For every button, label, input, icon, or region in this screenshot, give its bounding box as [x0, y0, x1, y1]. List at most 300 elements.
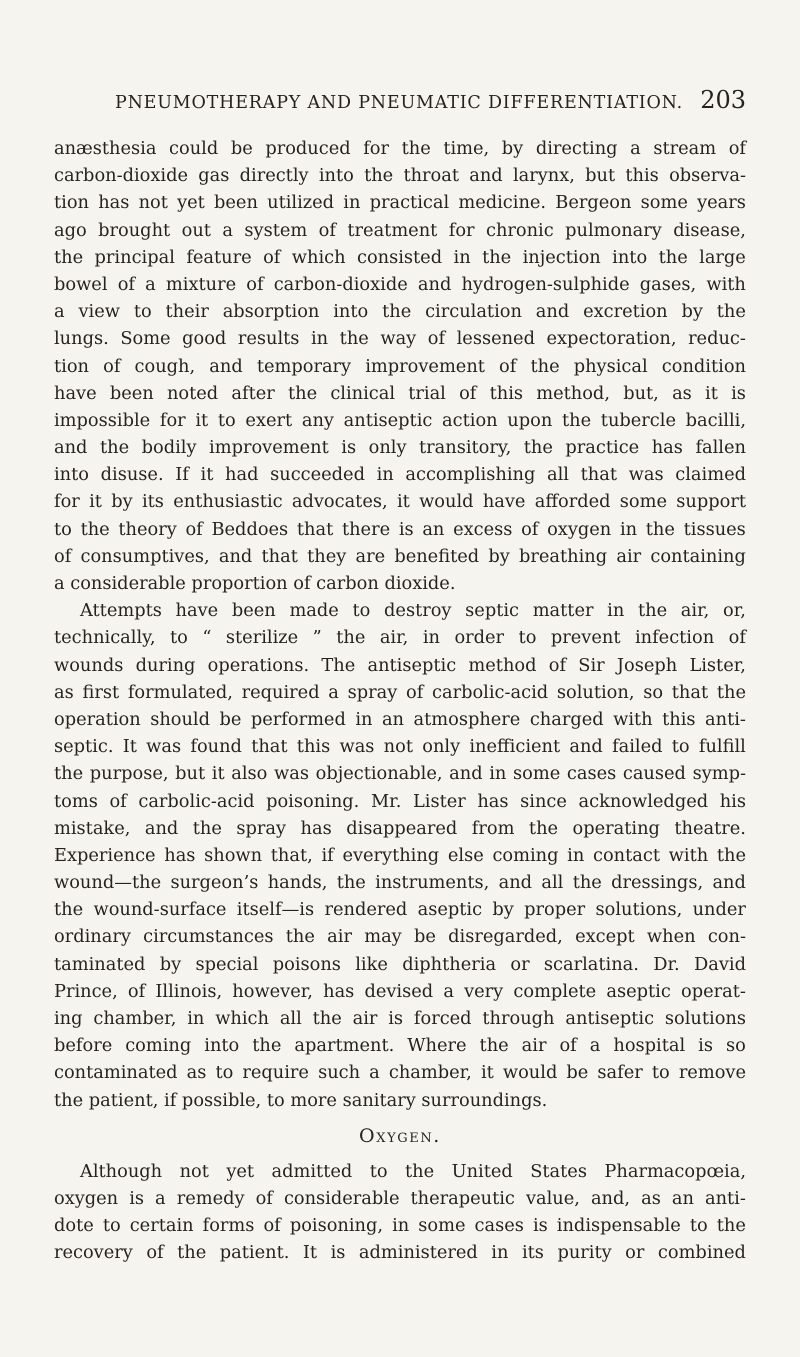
word: their	[165, 301, 209, 323]
word: “	[202, 627, 212, 649]
word: into	[333, 301, 369, 323]
word: circumstances	[143, 926, 274, 948]
word: operating	[572, 817, 660, 839]
text-line	[54, 652, 746, 679]
word: injection	[522, 246, 601, 268]
word: that	[580, 464, 618, 486]
text-line	[54, 461, 746, 488]
word: improvement	[365, 355, 485, 377]
word: that,	[270, 844, 313, 866]
word: in	[376, 464, 394, 486]
word: has	[98, 192, 130, 214]
word: acknowledged	[578, 790, 709, 812]
word: the	[287, 382, 318, 404]
word: there	[341, 518, 391, 540]
word: have	[482, 491, 526, 513]
word: directing	[535, 138, 618, 159]
word: found	[190, 736, 242, 758]
word: special	[195, 953, 259, 975]
text-line	[54, 298, 746, 325]
word: the	[637, 600, 668, 622]
word: tissues	[683, 518, 746, 540]
word: the	[530, 355, 560, 377]
text-line	[54, 162, 746, 189]
word: safer	[597, 1062, 643, 1084]
word: and	[144, 817, 179, 839]
word: Lister,	[689, 654, 746, 676]
word: itself—is	[236, 899, 315, 921]
word: shown	[204, 844, 263, 866]
word: succeeded	[270, 464, 365, 486]
word: disregarded,	[448, 926, 563, 948]
word: devised	[364, 980, 434, 1002]
word: to	[169, 627, 188, 649]
word: proper	[524, 899, 586, 921]
word: disappeared	[346, 817, 458, 839]
word: solution,	[556, 681, 635, 703]
word: a	[589, 1035, 601, 1057]
word: may	[364, 926, 402, 948]
word: of	[459, 382, 477, 404]
word: infection	[634, 627, 715, 649]
word: an	[671, 1187, 694, 1209]
word: to	[651, 1062, 670, 1084]
word: has	[651, 437, 683, 459]
word: has	[300, 817, 332, 839]
word: mistake,	[54, 817, 131, 839]
word: failed	[612, 736, 663, 758]
word: consumptives,	[80, 545, 210, 567]
word: destroy	[384, 600, 452, 622]
word: medicine.	[458, 192, 547, 214]
word: it	[195, 409, 209, 431]
word: forms	[202, 1215, 255, 1237]
word: principal	[94, 246, 175, 268]
word: but	[175, 763, 206, 785]
word: of	[548, 654, 567, 676]
word: as	[54, 681, 74, 703]
word: of	[263, 246, 281, 268]
word: under	[692, 899, 746, 921]
word: of	[263, 1215, 281, 1237]
word: trial	[408, 382, 446, 404]
word: only	[368, 437, 407, 459]
page-number: 203	[700, 86, 746, 114]
word: yet	[177, 192, 205, 214]
word: technically,	[54, 627, 156, 649]
word: it	[89, 491, 102, 513]
word: caused	[622, 763, 686, 785]
running-head-title: PNEUMOTHERAPY AND PNEUMATIC DIFFERENTIATION.	[115, 93, 684, 113]
word: in	[619, 518, 638, 540]
word: for	[363, 138, 389, 159]
word: in	[355, 708, 373, 730]
word: coming	[125, 1035, 192, 1057]
word: transitory,	[419, 437, 512, 459]
word: contaminated	[54, 1062, 178, 1084]
word: air	[327, 926, 352, 948]
word: carbolic-acid	[138, 790, 255, 812]
word: air	[616, 545, 642, 567]
word: It	[122, 736, 137, 758]
word: in	[453, 246, 471, 268]
word: a	[54, 301, 65, 323]
text-line	[54, 815, 746, 842]
word: Pharmacopœia,	[604, 1160, 746, 1182]
word: been	[214, 192, 258, 214]
word: air,	[680, 600, 710, 622]
word: in	[567, 844, 585, 866]
text-line	[54, 869, 746, 896]
text-line	[54, 978, 746, 1005]
word: breathing	[519, 545, 608, 567]
word: pulmonary	[565, 219, 662, 241]
word: be	[414, 926, 436, 948]
word: which	[215, 1008, 269, 1029]
word: and	[535, 301, 570, 323]
word: that	[671, 681, 709, 703]
text-line	[54, 135, 746, 162]
word: wounds	[54, 654, 124, 676]
word: of	[427, 328, 446, 350]
word: inefficient	[469, 736, 561, 758]
word: is	[698, 1035, 713, 1057]
word: consisted	[356, 246, 443, 268]
word: as	[672, 382, 692, 404]
word: by	[111, 491, 133, 513]
word: in	[392, 1215, 410, 1237]
word: required	[241, 681, 320, 703]
word: accomplishing	[405, 464, 536, 486]
text-line	[54, 380, 746, 407]
word: the	[54, 763, 84, 785]
word: for	[54, 491, 80, 513]
word: instruments,	[375, 872, 490, 894]
word: Sir	[578, 654, 605, 676]
word: septic.	[54, 736, 114, 758]
word: but	[585, 165, 616, 187]
word: order	[454, 627, 505, 649]
word: the	[716, 1215, 746, 1237]
word: containing	[650, 545, 746, 567]
word: Joseph	[616, 654, 678, 676]
word: however,	[232, 980, 313, 1002]
word: by	[501, 138, 524, 159]
word: symp-	[692, 763, 746, 785]
word: not	[179, 1160, 209, 1182]
text-line	[54, 1032, 746, 1059]
word: matter	[532, 600, 594, 622]
word: septic	[465, 600, 519, 622]
word: and	[712, 872, 746, 894]
word: prevent	[550, 627, 621, 649]
word: by	[488, 545, 510, 567]
word: the	[285, 926, 315, 948]
word: such	[318, 1062, 361, 1084]
word: has	[164, 844, 196, 866]
word: was	[628, 464, 664, 486]
text-line	[54, 271, 746, 298]
word: a	[155, 1187, 166, 1209]
word: the	[336, 627, 366, 649]
word: of	[127, 980, 146, 1002]
word: all	[279, 1008, 302, 1029]
word: Some	[120, 328, 171, 350]
word: to	[215, 1062, 234, 1084]
word: is	[129, 1187, 144, 1209]
word: antiseptic	[565, 1008, 655, 1029]
word: some	[619, 491, 667, 513]
word: to	[518, 627, 537, 649]
word: If	[175, 464, 189, 486]
word: the	[401, 138, 431, 159]
word: and	[469, 165, 503, 187]
word: action	[442, 409, 498, 431]
word: patient.	[219, 1242, 290, 1264]
word: disuse.	[100, 464, 164, 486]
word: with	[706, 273, 746, 295]
word: was	[274, 763, 309, 785]
text-line	[54, 1212, 746, 1239]
word: and	[209, 355, 243, 377]
word: cases	[566, 763, 617, 785]
word: is	[330, 1242, 346, 1264]
word: an	[422, 518, 445, 540]
text-line	[54, 543, 746, 570]
word: the	[336, 872, 366, 894]
word: so	[725, 1035, 746, 1057]
word: condition	[661, 355, 746, 377]
word: lungs.	[54, 328, 109, 350]
word: noted	[166, 382, 219, 404]
word: purity	[557, 1242, 612, 1264]
word: Prince,	[54, 980, 118, 1002]
word: performed	[250, 708, 346, 730]
word: for	[159, 409, 186, 431]
word: have	[54, 382, 97, 404]
word: poisoning,	[289, 1215, 384, 1237]
word: it	[396, 491, 410, 513]
word: the	[252, 1035, 282, 1057]
word: considerable	[283, 1187, 400, 1209]
word: scarlatina.	[543, 953, 639, 975]
word: is	[731, 382, 746, 404]
word: treatment	[347, 219, 438, 241]
word: Beddoes	[211, 518, 289, 540]
word: be	[219, 708, 242, 730]
word: practical	[369, 192, 450, 214]
word: would	[419, 491, 474, 513]
word: require	[242, 1062, 309, 1084]
word: tion	[54, 355, 89, 377]
word: first	[82, 681, 120, 703]
word: the	[312, 1008, 342, 1029]
word: to	[671, 736, 690, 758]
text-line	[54, 842, 746, 869]
word: feature	[186, 246, 252, 268]
word: surgeon’s	[170, 872, 259, 894]
word: anæsthesia	[54, 138, 157, 159]
word: con-	[707, 926, 746, 948]
word: the	[99, 437, 130, 459]
word: Although	[80, 1160, 163, 1182]
word: chamber,	[93, 1008, 177, 1029]
word: taminated	[54, 953, 146, 975]
word: the	[645, 518, 675, 540]
word: way	[380, 328, 417, 350]
word: the	[716, 301, 746, 323]
text-line	[54, 706, 746, 733]
word: the	[364, 165, 394, 187]
text-line	[54, 597, 746, 624]
word: carbon-dioxide	[54, 165, 189, 187]
word: of	[728, 627, 746, 649]
text-line	[54, 488, 746, 515]
word: impossible	[54, 409, 151, 431]
word: ing	[54, 1008, 83, 1029]
word: anti-	[704, 1187, 746, 1209]
text-line	[54, 325, 746, 352]
text-line	[54, 189, 746, 216]
word: system	[244, 219, 308, 241]
word: of	[246, 273, 264, 295]
text-line	[54, 760, 746, 787]
word: could	[169, 138, 219, 159]
word: that	[296, 518, 334, 540]
word: dote	[54, 1215, 94, 1237]
word: to	[689, 1215, 708, 1237]
word: as	[641, 1187, 661, 1209]
word: apartment.	[294, 1035, 395, 1057]
word: when	[646, 926, 696, 948]
word: and,	[590, 1187, 631, 1209]
word: afforded	[534, 491, 611, 513]
word: very	[464, 980, 504, 1002]
word: out	[181, 219, 211, 241]
word: his	[719, 790, 746, 812]
word: to	[369, 1160, 388, 1182]
word: excess	[453, 518, 513, 540]
word: the	[192, 817, 222, 839]
word: or,	[722, 600, 746, 622]
word: view	[78, 301, 120, 323]
word: to	[54, 518, 72, 540]
word: the	[382, 301, 412, 323]
word: anti-	[705, 708, 746, 730]
word: objectionable,	[315, 763, 443, 785]
text-line	[54, 951, 746, 978]
word: charged	[529, 708, 604, 730]
word: that	[251, 736, 288, 758]
word: only	[422, 736, 461, 758]
word: throat	[403, 165, 459, 187]
word: chronic	[485, 219, 554, 241]
word: Dr.	[653, 953, 680, 975]
word: this	[489, 382, 524, 404]
word: are	[355, 545, 386, 567]
word: Attempts	[80, 600, 162, 622]
word: solutions,	[595, 899, 683, 921]
word: operat-	[680, 980, 746, 1002]
word: forced	[413, 1008, 472, 1029]
word: else	[447, 844, 484, 866]
text-line	[54, 434, 746, 461]
word: excretion	[583, 301, 668, 323]
word: therapeutic	[410, 1187, 515, 1209]
word: toms	[54, 790, 98, 812]
word: is	[532, 1215, 548, 1237]
word: of	[117, 273, 135, 295]
word: operations.	[207, 654, 310, 676]
word: the	[572, 872, 602, 894]
word: operation	[54, 708, 141, 730]
word: Where	[407, 1035, 467, 1057]
word: oxygen	[54, 1187, 119, 1209]
word: in	[187, 1008, 205, 1029]
word: all	[541, 872, 564, 894]
word: complete	[513, 980, 597, 1002]
word: dressings,	[611, 872, 704, 894]
word: to	[133, 301, 152, 323]
word: to	[102, 1215, 121, 1237]
word: chamber,	[388, 1062, 472, 1084]
word: with	[613, 708, 653, 730]
word: except	[575, 926, 635, 948]
word: during	[135, 654, 196, 676]
word: of	[318, 219, 336, 241]
word: spray	[236, 817, 287, 839]
word: be	[566, 1062, 589, 1084]
word: been	[109, 382, 154, 404]
word: so	[643, 681, 664, 703]
word: a	[443, 980, 454, 1002]
word: bacilli,	[685, 409, 746, 431]
word: of	[255, 1187, 273, 1209]
word: method	[468, 654, 537, 676]
word: and	[569, 736, 603, 758]
word: with	[668, 844, 709, 866]
word: is	[388, 1008, 404, 1029]
word: the	[561, 409, 592, 431]
word: into	[318, 165, 354, 187]
word: stream	[653, 138, 717, 159]
word: it	[705, 382, 718, 404]
word: some	[640, 192, 688, 214]
word: had	[225, 464, 259, 486]
text-line	[54, 353, 746, 380]
word: that	[261, 545, 298, 567]
text-line	[54, 1158, 746, 1185]
word: yet	[226, 1160, 255, 1182]
word: States	[530, 1160, 587, 1182]
word: large	[699, 246, 746, 268]
word: in	[489, 763, 507, 785]
word: and	[449, 763, 483, 785]
word: by	[681, 301, 703, 323]
word: oxygen	[547, 518, 612, 540]
word: it	[200, 464, 214, 486]
paragraph-bergeon-treatment	[54, 135, 746, 597]
word: any	[301, 409, 334, 431]
word: the	[177, 1242, 207, 1264]
text-line	[54, 1239, 746, 1266]
word: gases,	[639, 273, 697, 295]
word: lessened	[456, 328, 535, 350]
word: physical	[573, 355, 648, 377]
word: some	[418, 1215, 466, 1237]
word: the	[482, 246, 512, 268]
word: brought	[98, 219, 171, 241]
